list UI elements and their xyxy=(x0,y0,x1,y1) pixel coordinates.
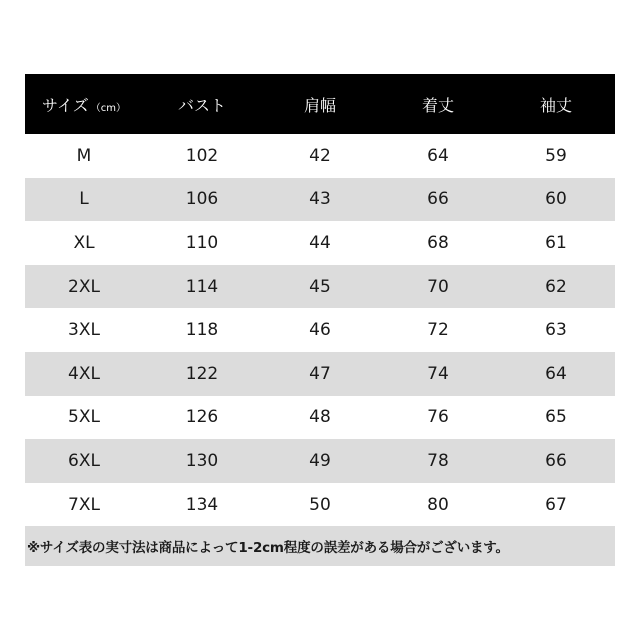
header-shoulder: 肩幅 xyxy=(303,95,336,115)
sleeve-cell: 59 xyxy=(545,145,567,166)
table-row xyxy=(25,439,615,483)
size-cell: 6XL xyxy=(68,450,100,471)
bust-cell: 134 xyxy=(185,494,219,515)
table-row xyxy=(25,396,615,440)
size-cell: 7XL xyxy=(68,494,100,515)
shoulder-cell: 45 xyxy=(309,276,331,297)
header-size xyxy=(25,93,143,116)
size-cell: 3XL xyxy=(68,320,100,341)
shoulder-cell: 48 xyxy=(309,407,331,428)
table-row xyxy=(25,134,615,178)
size-cell: L xyxy=(79,189,89,210)
sleeve-cell: 66 xyxy=(545,450,567,471)
length-cell: 78 xyxy=(427,450,449,471)
sleeve-cell: 63 xyxy=(545,320,567,341)
size-note: ※サイズ表の実寸法は商品によって1-2cm程度の誤差がある場合がございます。 xyxy=(25,526,615,566)
bust-cell: 106 xyxy=(185,189,219,210)
header-sleeve: 袖丈 xyxy=(539,95,572,115)
shoulder-cell: 46 xyxy=(309,320,331,341)
length-cell: 76 xyxy=(427,407,449,428)
sleeve-cell: 61 xyxy=(545,232,567,253)
sleeve-cell: 64 xyxy=(545,363,567,384)
sleeve-cell: 65 xyxy=(545,407,567,428)
shoulder-cell: 43 xyxy=(309,189,331,210)
table-header xyxy=(25,74,615,134)
bust-cell: 110 xyxy=(185,232,219,253)
header-length: 着丈 xyxy=(421,95,454,115)
shoulder-cell: 47 xyxy=(309,363,331,384)
size-cell: M xyxy=(76,145,92,166)
sleeve-cell: 67 xyxy=(545,494,567,515)
size-cell: 5XL xyxy=(68,407,100,428)
table-row xyxy=(25,221,615,265)
length-cell: 74 xyxy=(427,363,449,384)
bust-cell: 114 xyxy=(185,276,219,297)
bust-cell: 118 xyxy=(185,320,219,341)
table-row xyxy=(25,483,615,527)
sleeve-cell: 60 xyxy=(545,189,567,210)
shoulder-cell: 49 xyxy=(309,450,331,471)
table-row xyxy=(25,352,615,396)
shoulder-cell: 50 xyxy=(309,494,331,515)
shoulder-cell: 44 xyxy=(309,232,331,253)
size-cell: 2XL xyxy=(68,276,100,297)
table-row xyxy=(25,308,615,352)
header-bust: バスト xyxy=(177,95,226,115)
bust-cell: 126 xyxy=(185,407,219,428)
size-table xyxy=(25,74,615,566)
header-size-unit: （cm） xyxy=(90,102,126,114)
length-cell: 64 xyxy=(427,145,449,166)
size-cell: 4XL xyxy=(68,363,100,384)
table-row xyxy=(25,178,615,222)
length-cell: 66 xyxy=(427,189,449,210)
shoulder-cell: 42 xyxy=(309,145,331,166)
length-cell: 68 xyxy=(427,232,449,253)
bust-cell: 122 xyxy=(185,363,219,384)
header-size-label: サイズ xyxy=(42,95,89,115)
bust-cell: 130 xyxy=(185,450,219,471)
length-cell: 70 xyxy=(427,276,449,297)
bust-cell: 102 xyxy=(185,145,219,166)
length-cell: 72 xyxy=(427,320,449,341)
sleeve-cell: 62 xyxy=(545,276,567,297)
table-row xyxy=(25,265,615,309)
length-cell: 80 xyxy=(427,494,449,515)
size-cell: XL xyxy=(73,232,95,253)
